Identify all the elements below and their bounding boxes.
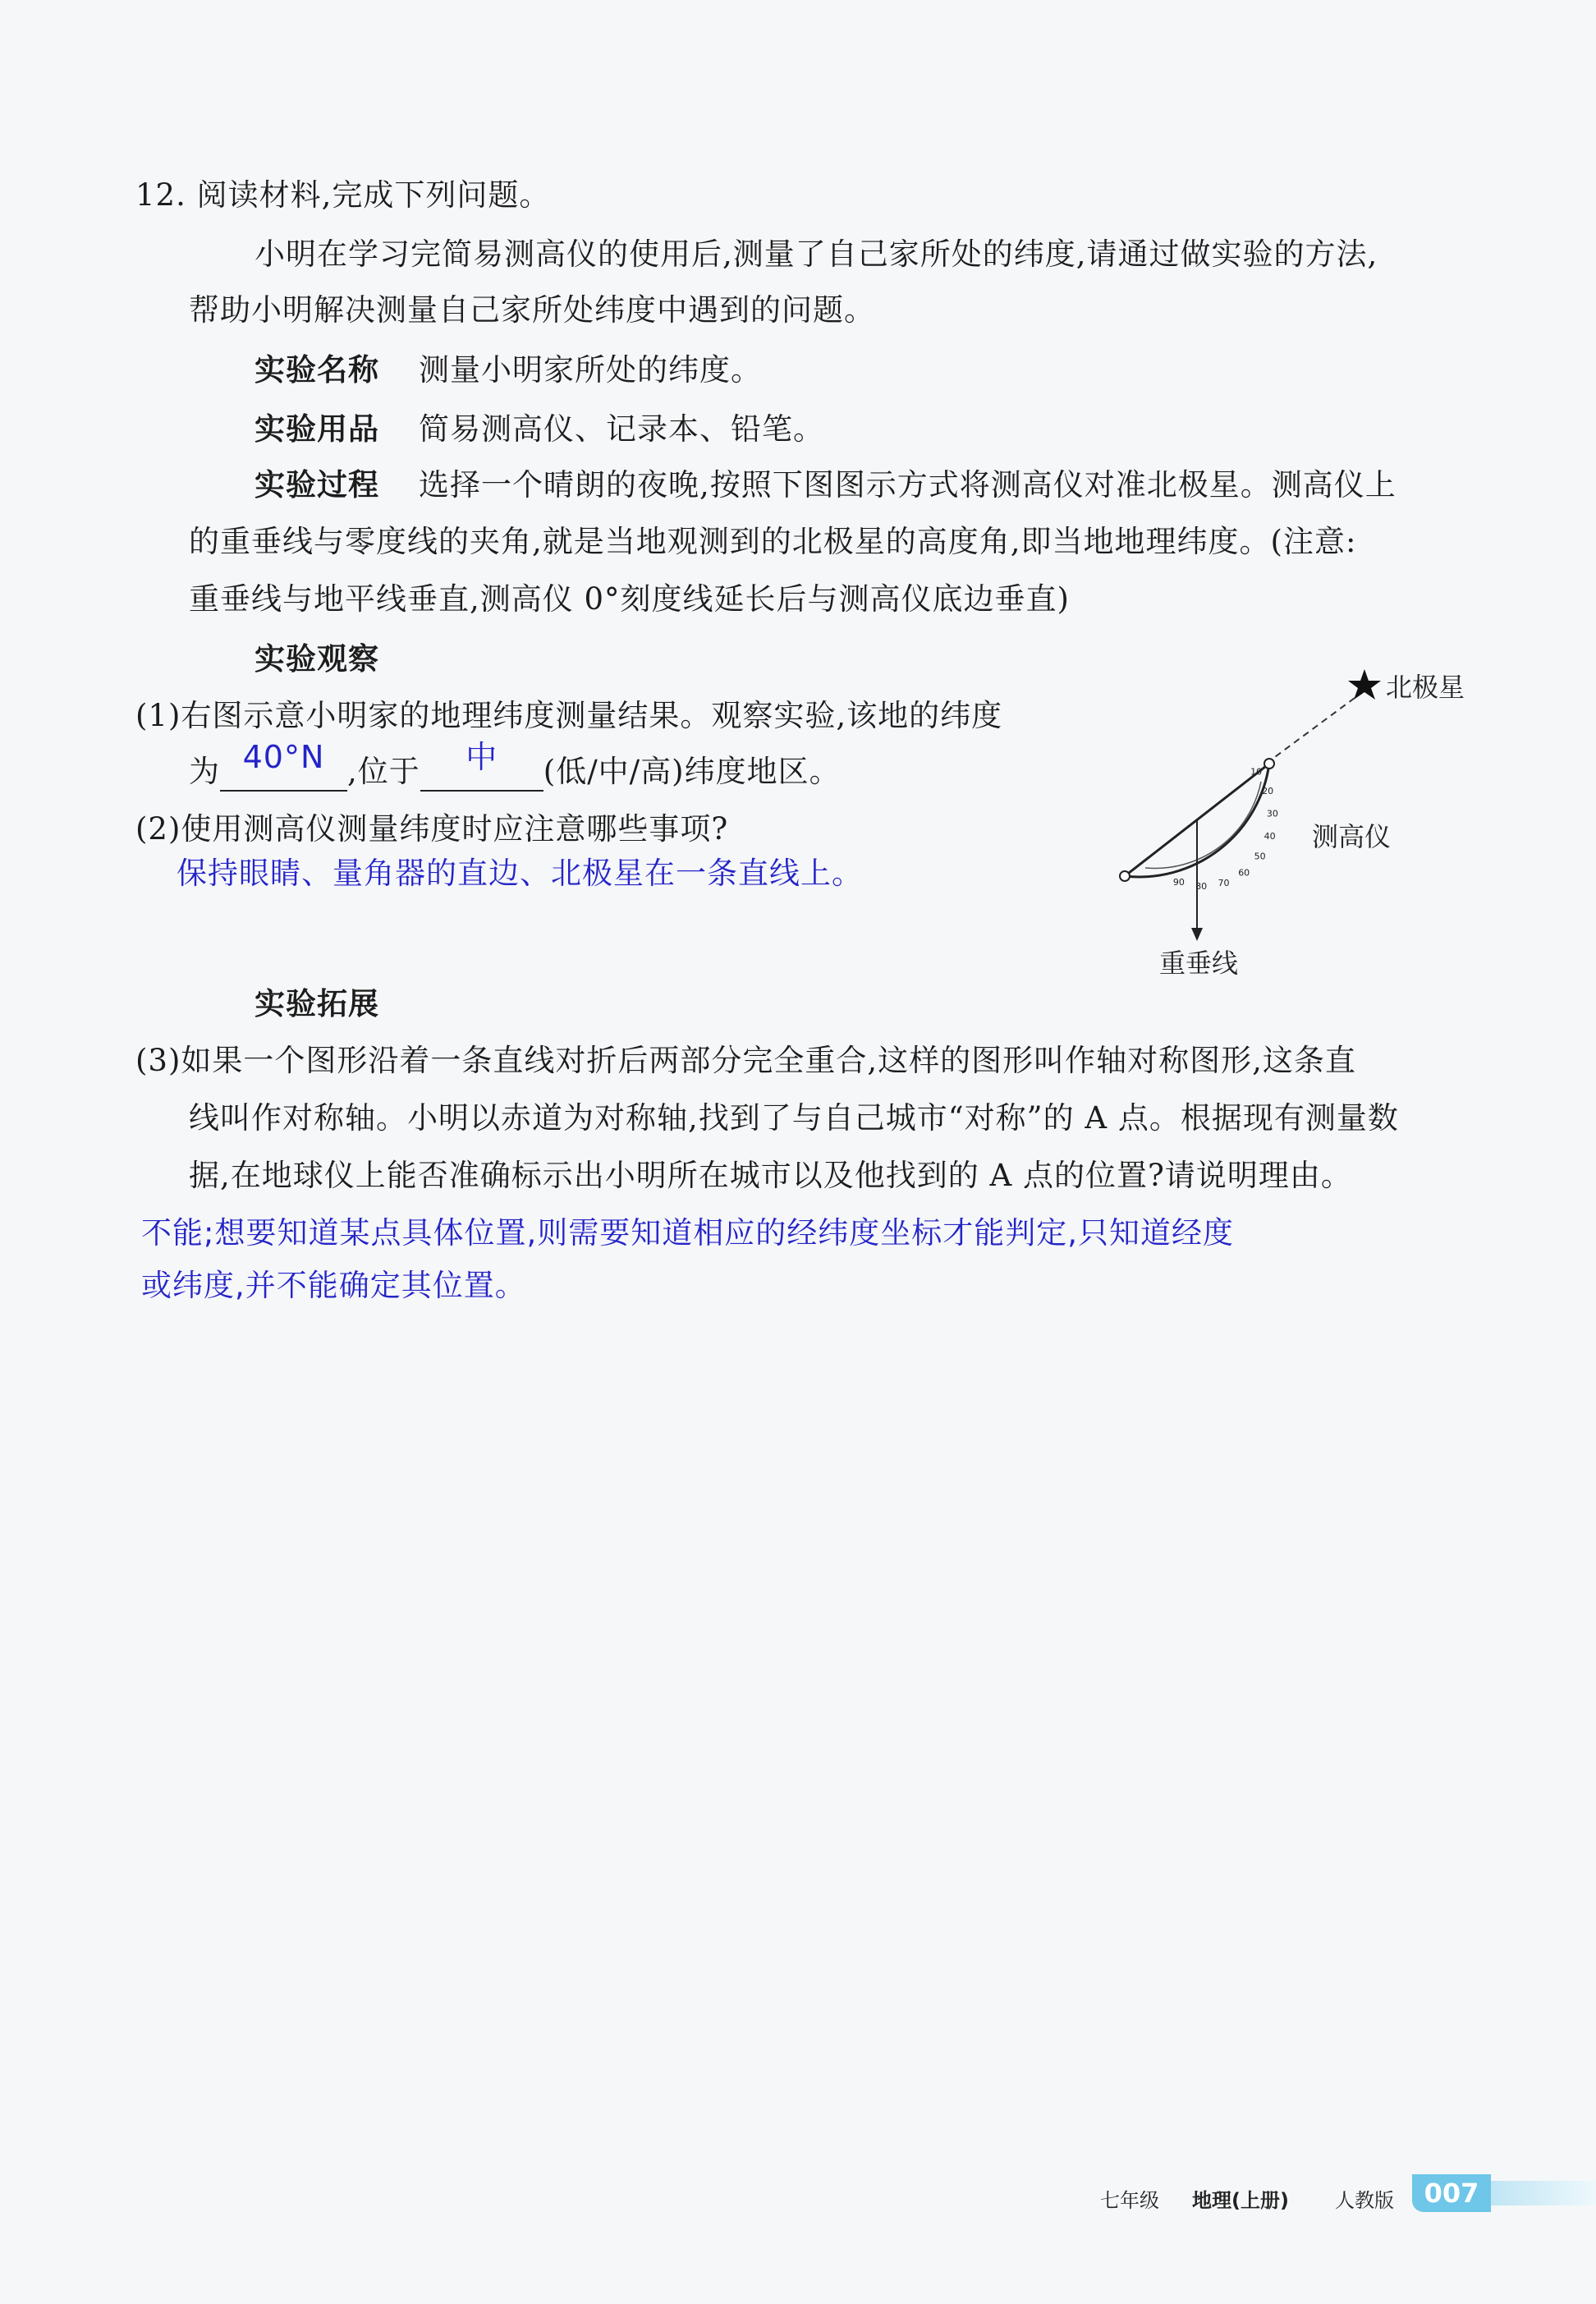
- sight-line: [1269, 698, 1355, 761]
- intro-line-1: 小明在学习完简易测高仪的使用后,测量了自己家所处的纬度,请通过做实验的方法,: [255, 236, 1378, 272]
- q1-blank-zone[interactable]: [420, 739, 543, 792]
- extend-heading: 实验拓展: [255, 985, 379, 1021]
- experiment-name-text: 测量小明家所处的纬度。: [419, 352, 762, 388]
- experiment-process-row: [255, 465, 1396, 505]
- north-star-label: 北极星: [1386, 672, 1465, 703]
- question-title: 12. 阅读材料,完成下列问题。: [135, 177, 551, 213]
- q1-line-1: (1)右图示意小明家的地理纬度测量结果。观察实验,该地的纬度: [135, 698, 1003, 733]
- north-star-icon: [1348, 669, 1381, 700]
- experiment-name-label: 实验名称: [255, 351, 379, 388]
- protractor-tick-label: 10: [1250, 766, 1263, 778]
- process-line-2: 的重垂线与零度线的夹角,就是当地观测到的北极星的高度角,即当地地理纬度。(注意:: [189, 524, 1357, 559]
- page-tab-band: [1491, 2181, 1596, 2205]
- experiment-process-label: 实验过程: [255, 466, 379, 503]
- instrument-label: 测高仪: [1312, 821, 1392, 852]
- footer-grade: 七年级: [1100, 2189, 1159, 2212]
- q3-line-1: (3)如果一个图形沿着一条直线对折后两部分完全重合,这样的图形叫作轴对称图形,这条直: [135, 1043, 1356, 1078]
- q1-mid: ,位于: [347, 754, 420, 789]
- plumb-line-label: 重垂线: [1159, 948, 1239, 979]
- protractor-tick-label: 80: [1195, 880, 1208, 892]
- q1-answer-latitude: 40°N: [242, 739, 325, 775]
- q2-text: (2)使用测高仪测量纬度时应注意哪些事项?: [135, 811, 729, 847]
- q1-prefix: 为: [189, 754, 220, 789]
- q1-blank-latitude[interactable]: [220, 739, 347, 792]
- protractor-eye-end: [1120, 871, 1130, 881]
- protractor-tick-label: 20: [1262, 786, 1274, 797]
- protractor-tick-label: 70: [1218, 878, 1230, 888]
- footer-edition: 人教版: [1335, 2189, 1394, 2212]
- experiment-process-text: 选择一个晴朗的夜晚,按照下图图示方式将测高仪对准北极星。测高仪上: [419, 467, 1396, 503]
- protractor-tick-label: 60: [1238, 867, 1250, 879]
- q3-answer-line-1: 不能;想要知道某点具体位置,则需要知道相应的经纬度坐标才能判定,只知道经度: [141, 1215, 1234, 1251]
- page-footer: [1100, 2173, 1596, 2222]
- q1-line-2: [189, 739, 841, 792]
- experiment-name-row: [255, 350, 762, 390]
- protractor-tick-label: 30: [1266, 808, 1278, 819]
- page-number: 007: [1412, 2174, 1491, 2212]
- q2-answer: 保持眼睛、量角器的直边、北极星在一条直线上。: [177, 856, 863, 891]
- experiment-tools-text: 简易测高仪、记录本、铅笔。: [419, 411, 824, 447]
- experiment-tools-row: [255, 409, 824, 449]
- experiment-tools-label: 实验用品: [255, 411, 379, 447]
- protractor-pivot: [1264, 759, 1274, 769]
- protractor-tick-label: 90: [1172, 876, 1185, 888]
- q3-line-2: 线叫作对称轴。小明以赤道为对称轴,找到了与自己城市“对称”的 A 点。根据现有测量数: [189, 1100, 1399, 1136]
- q3-line-3: 据,在地球仪上能否准确标示出小明所在城市以及他找到的 A 点的位置?请说明理由。: [189, 1158, 1352, 1193]
- process-line-3: 重垂线与地平线垂直,测高仪 0°刻度线延长后与测高仪底边垂直): [189, 581, 1070, 617]
- altimeter-figure: [1100, 667, 1511, 987]
- protractor-ticks: [1173, 766, 1278, 892]
- q1-suffix: (低/中/高)纬度地区。: [543, 754, 841, 789]
- q1-answer-zone: 中: [466, 739, 498, 775]
- plumb-arrow-icon: [1191, 928, 1203, 941]
- intro-line-2: 帮助小明解决测量自己家所处纬度中遇到的问题。: [189, 292, 875, 328]
- observe-heading: 实验观察: [255, 640, 379, 677]
- protractor-tick-label: 50: [1254, 851, 1266, 862]
- q3-answer-line-2: 或纬度,并不能确定其位置。: [141, 1268, 526, 1303]
- altimeter-diagram: [1100, 667, 1511, 987]
- footer-subject: 地理(上册): [1192, 2189, 1289, 2212]
- protractor-tick-label: 40: [1264, 830, 1276, 842]
